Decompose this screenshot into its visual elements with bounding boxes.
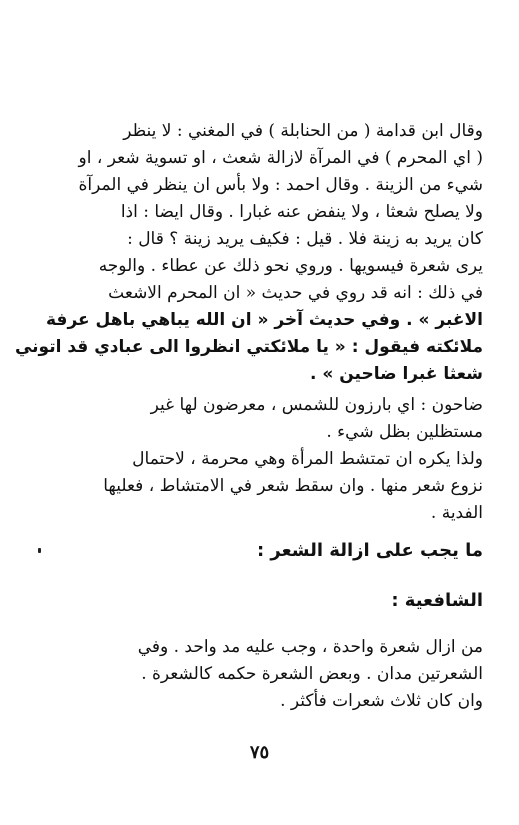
text-line: ضاحون : اي بارزون للشمس ، معرضون لها غير: [150, 395, 483, 415]
text-line: ولا يصلح شعثا ، ولا ينفض عنه غبارا . وقال ايضا : اذا: [120, 202, 483, 222]
subsection-heading: الشافعية :: [391, 590, 483, 611]
text-line: الاغبر » . وفي حديث آخر « ان الله يباهي باهل عرفة: [46, 310, 483, 330]
print-speck: [38, 548, 41, 553]
section-heading: ما يجب على ازالة الشعر :: [256, 540, 483, 561]
text-line: الفدية .: [430, 503, 483, 523]
text-line: يرى شعرة فيسويها . وروي نحو ذلك عن عطاء . والوجه: [98, 256, 483, 276]
text-line: الشعرتين مدان . وبعض الشعرة حكمه كالشعرة .: [141, 664, 483, 684]
text-line: شعثا غبرا ضاحين » .: [309, 364, 483, 384]
text-line: نزوع شعر منها . وان سقط شعر في الامتشاط ، فعليها: [103, 476, 483, 496]
text-line: وقال ابن قدامة ( من الحنابلة ) في المغني : لا ينظر: [123, 121, 483, 141]
text-line: وان كان ثلاث شعرات فأكثر .: [280, 691, 483, 711]
text-line: ( اي المحرم ) في المرآة لازالة شعث ، او تسوية شعر ، او: [78, 148, 483, 168]
page-number: ٧٥: [249, 742, 270, 763]
text-line: في ذلك : انه قد روي في حديث « ان المحرم الاشعث: [108, 283, 483, 303]
text-line: شيء من الزينة . وقال احمد : ولا بأس ان ينظر في المرآة: [78, 175, 483, 195]
text-line: ولذا يكره ان تمتشط المرأة وهي محرمة ، لاحتمال: [132, 449, 483, 469]
text-line: من ازال شعرة واحدة ، وجب عليه مد واحد . وفي: [137, 637, 483, 657]
text-line: ملائكته فيقول : « يا ملائكتي انظروا الى عبادي قد اتوني: [14, 337, 483, 357]
text-line: كان يريد به زينة فلا . قيل : فكيف يريد زينة ؟ قال :: [127, 229, 483, 249]
text-line: مستظلين بظل شيء .: [326, 422, 483, 442]
